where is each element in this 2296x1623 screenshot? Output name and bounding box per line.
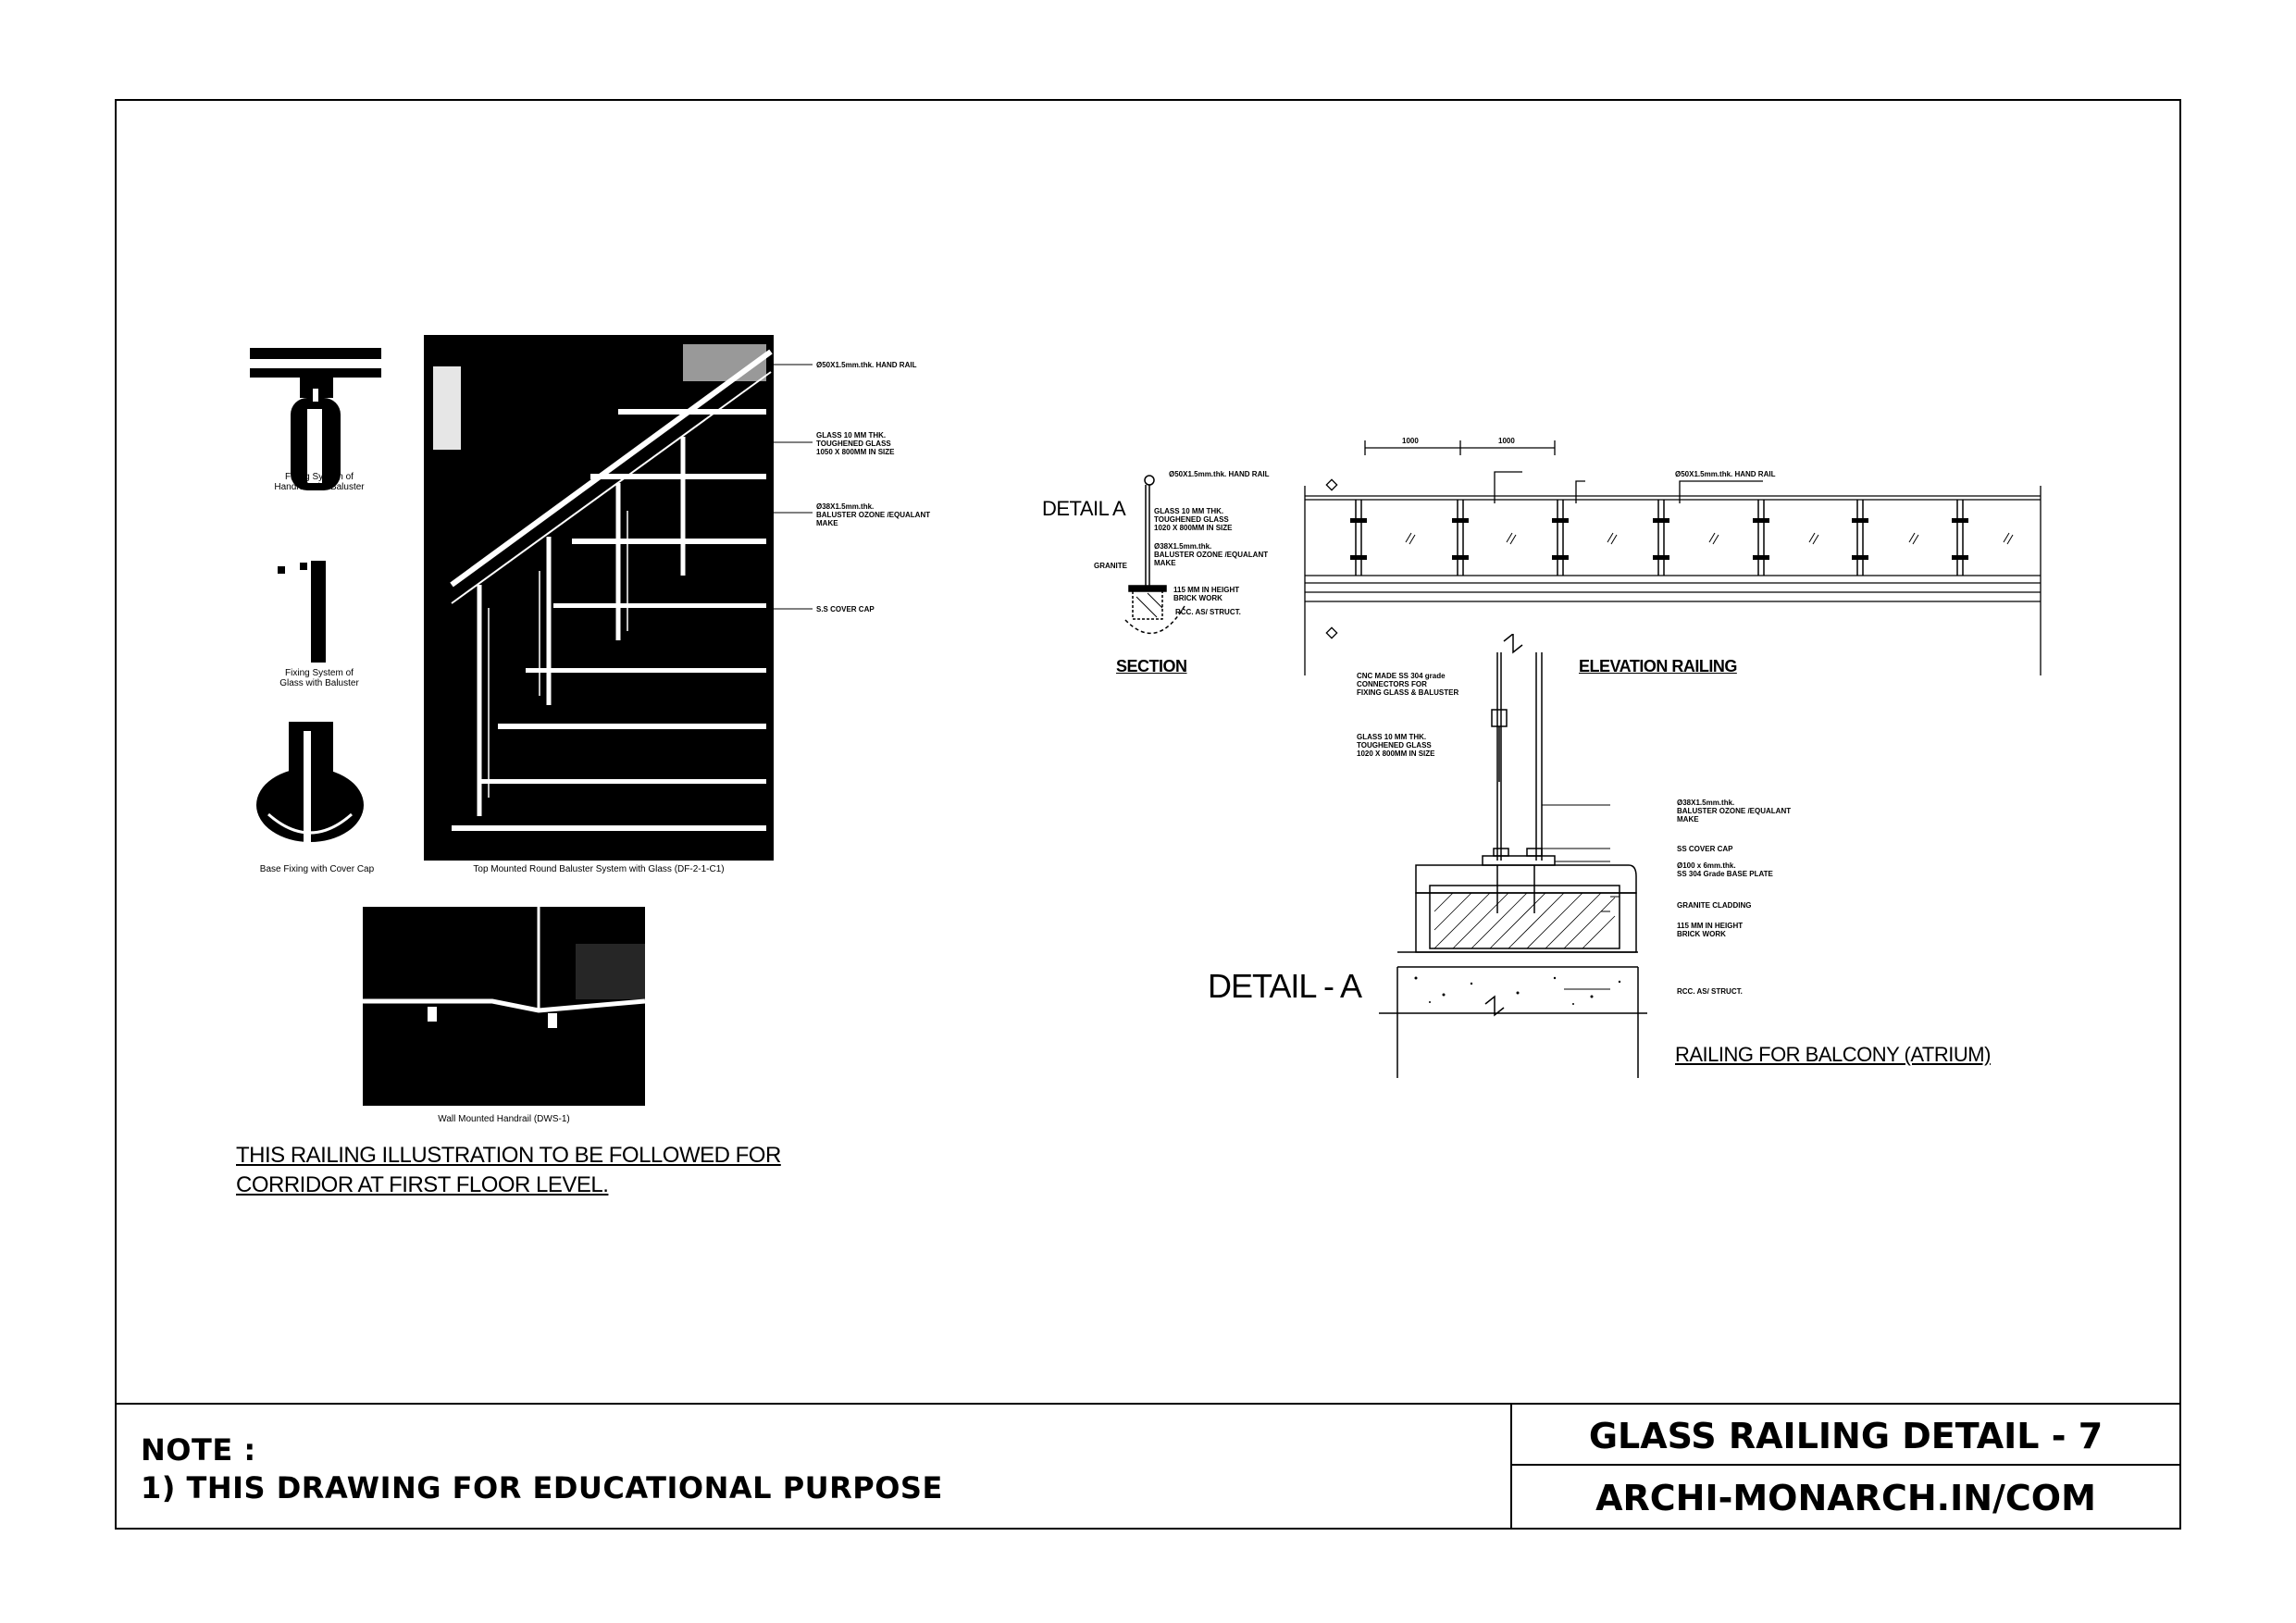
illustration-note: THIS RAILING ILLUSTRATION TO BE FOLLOWED FOR CORRIDOR AT FIRST FLOOR LEVEL. — [236, 1143, 781, 1197]
detail-a-title: DETAIL - A — [1208, 967, 1362, 1005]
stair-railing-photo — [424, 335, 774, 861]
elevation-title: ELEVATION RAILING — [1579, 657, 1737, 675]
detail-label-base-plate: Ø100 x 6mm.thk. SS 304 Grade BASE PLATE — [1677, 861, 1773, 878]
detail-label-baluster: Ø38X1.5mm.thk. BALUSTER OZONE /EQUALANT MAKE — [1677, 799, 1792, 824]
detail-label-brick: 115 MM IN HEIGHT BRICK WORK — [1677, 922, 1744, 938]
photo-label-cover-cap: S.S COVER CAP — [816, 605, 875, 613]
detail-a-subtitle: RAILING FOR BALCONY (ATRIUM) — [1675, 1043, 1991, 1066]
detail-label-cover-cap: SS COVER CAP — [1677, 845, 1733, 853]
section-label-hand-rail: Ø50X1.5mm.thk. HAND RAIL — [1169, 470, 1270, 478]
section-label-glass: GLASS 10 MM THK. TOUGHENED GLASS 1020 X 800MM IN SIZE — [1154, 507, 1233, 532]
detail-a-drawing — [1379, 634, 1647, 1096]
section-detail-label: DETAIL A — [1042, 497, 1126, 520]
photo-label-glass: GLASS 10 MM THK. TOUGHENED GLASS 1050 X 800MM IN SIZE — [816, 431, 895, 456]
drawing-title: GLASS RAILING DETAIL - 7 — [1588, 1416, 2104, 1456]
wall-handrail-photo — [363, 907, 645, 1110]
base-fixing-caption: Base Fixing with Cover Cap — [259, 864, 375, 874]
handrail-fixing-caption: Fixing System of Handrail with Baluster — [274, 472, 365, 492]
detail-label-glass: GLASS 10 MM THK. TOUGHENED GLASS 1020 X 800MM IN SIZE — [1357, 733, 1435, 758]
section-label-granite: GRANITE — [1094, 562, 1127, 570]
note-heading: NOTE : — [141, 1432, 256, 1468]
glass-fixing-caption: Fixing System of Glass with Baluster — [279, 668, 359, 688]
wall-handrail-caption: Wall Mounted Handrail (DWS-1) — [438, 1114, 570, 1124]
baluster-fixing-photos — [231, 324, 416, 898]
detail-label-cnc: CNC MADE SS 304 grade CONNECTORS FOR FIXING GLASS & BALUSTER — [1357, 672, 1459, 697]
detail-label-rcc: RCC. AS/ STRUCT. — [1677, 987, 1743, 996]
title-block-row-divider — [1510, 1464, 2181, 1466]
section-label-baluster: Ø38X1.5mm.thk. BALUSTER OZONE /EQUALANT MAKE — [1154, 542, 1269, 567]
elevation-label-hand-rail: Ø50X1.5mm.thk. HAND RAIL — [1675, 470, 1776, 478]
elevation-dim-1: 1000 — [1402, 437, 1419, 445]
glass-fixing-photo — [278, 561, 326, 663]
elevation-dim-2: 1000 — [1498, 437, 1515, 445]
section-label-brick: 115 MM IN HEIGHT BRICK WORK — [1173, 586, 1240, 602]
handrail-fixing-photo — [250, 348, 381, 490]
section-label-rcc: RCC. AS/ STRUCT. — [1175, 608, 1241, 616]
website-label: ARCHI-MONARCH.IN/COM — [1595, 1478, 2096, 1518]
photo-label-hand-rail: Ø50X1.5mm.thk. HAND RAIL — [816, 361, 917, 369]
note-line: 1) THIS DRAWING FOR EDUCATIONAL PURPOSE — [141, 1470, 943, 1505]
base-fixing-photo — [256, 722, 364, 842]
photo-leader-lines — [768, 352, 824, 620]
detail-label-granite: GRANITE CLADDING — [1677, 901, 1752, 910]
photo-label-baluster: Ø38X1.5mm.thk. BALUSTER OZONE /EQUALANT MAKE — [816, 502, 931, 527]
section-title: SECTION — [1116, 657, 1187, 675]
stair-photo-caption: Top Mounted Round Baluster System with Glass (DF-2-1-C1) — [473, 864, 725, 874]
